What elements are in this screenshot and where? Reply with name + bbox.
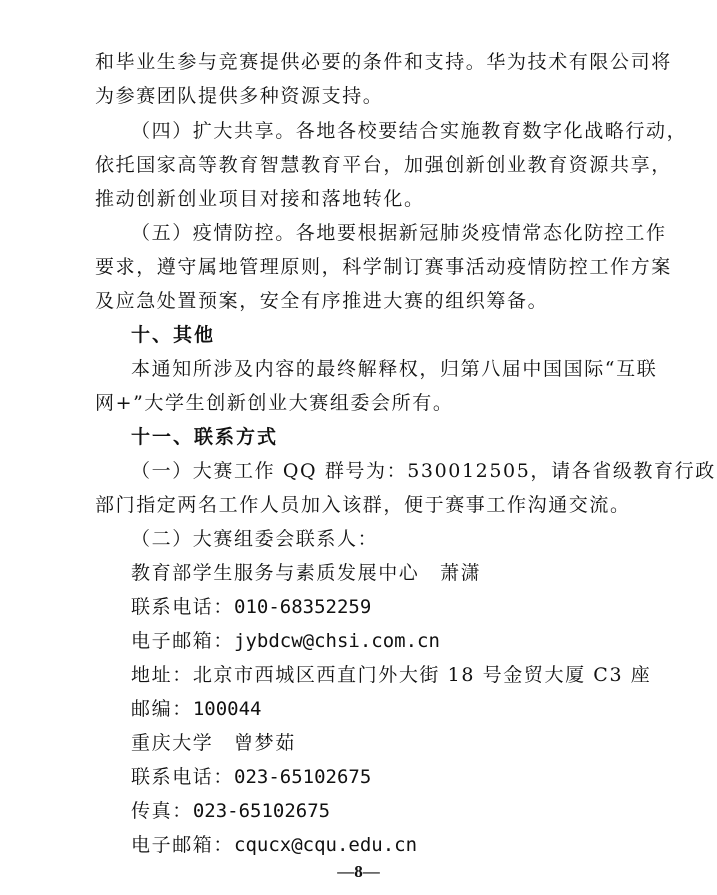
contact1-org: 教育部学生服务与素质发展中心 萧潇	[131, 562, 482, 584]
contact2-org: 重庆大学 曾梦茹	[131, 732, 296, 754]
contact2-email-row	[131, 831, 417, 859]
phone-value: 010-68352259	[234, 596, 372, 618]
page-number: —8—	[337, 862, 380, 881]
phone-label: 联系电话：	[131, 766, 235, 788]
contact1-phone-row	[131, 593, 371, 621]
phone-label: 联系电话：	[131, 596, 235, 618]
contact1-address-row	[131, 661, 651, 689]
paragraph-line: （一）大赛工作 QQ 群号为：530012505，请各省级教育行政	[131, 460, 716, 482]
fax-label: 传真：	[131, 800, 193, 822]
fax-value: 023-65102675	[192, 800, 331, 822]
section-heading-other: 十、其他	[131, 324, 216, 346]
paragraph-line: 及应急处置预案，安全有序推进大赛的组织筹备。	[95, 290, 549, 312]
paragraph-line: 网+”大学生创新创业大赛组委会所有。	[95, 392, 454, 414]
address-value: 北京市西城区西直门外大街 18 号金贸大厦 C3 座	[192, 664, 652, 686]
paragraph-line: 推动创新创业项目对接和落地转化。	[95, 188, 425, 210]
contacts-title: （二）大赛组委会联系人：	[131, 528, 379, 550]
paragraph-line: 部门指定两名工作人员加入该群，便于赛事工作沟通交流。	[95, 494, 631, 516]
section-heading-contact: 十一、联系方式	[131, 426, 279, 448]
email-value: cqucx@cqu.edu.cn	[234, 834, 418, 856]
contact1-zip-row	[131, 695, 261, 723]
paragraph-line: 为参赛团队提供多种资源支持。	[95, 85, 384, 107]
paragraph-line: （四）扩大共享。各地各校要结合实施教育数字化战略行动，	[131, 120, 688, 142]
paragraph-line: 本通知所涉及内容的最终解释权，归第八届中国国际“互联	[131, 358, 658, 380]
email-label: 电子邮箱：	[131, 630, 235, 652]
email-value: jybdcw@chsi.com.cn	[234, 630, 440, 652]
paragraph-line: 和毕业生参与竞赛提供必要的条件和支持。华为技术有限公司将	[95, 51, 672, 73]
phone-value: 023-65102675	[234, 766, 372, 788]
paragraph-line: （五）疫情防控。各地要根据新冠肺炎疫情常态化防控工作	[131, 222, 667, 244]
email-label: 电子邮箱：	[131, 834, 235, 856]
paragraph-line: 依托国家高等教育智慧教育平台，加强创新创业教育资源共享，	[95, 154, 672, 176]
contact1-email-row	[131, 627, 440, 655]
zip-value: 100044	[192, 698, 262, 720]
contact2-phone-row	[131, 763, 371, 791]
contact2-fax-row	[131, 797, 330, 825]
address-label: 地址：	[131, 664, 193, 686]
zip-label: 邮编：	[131, 698, 193, 720]
paragraph-line: 要求，遵守属地管理原则，科学制订赛事活动疫情防控工作方案	[95, 256, 672, 278]
